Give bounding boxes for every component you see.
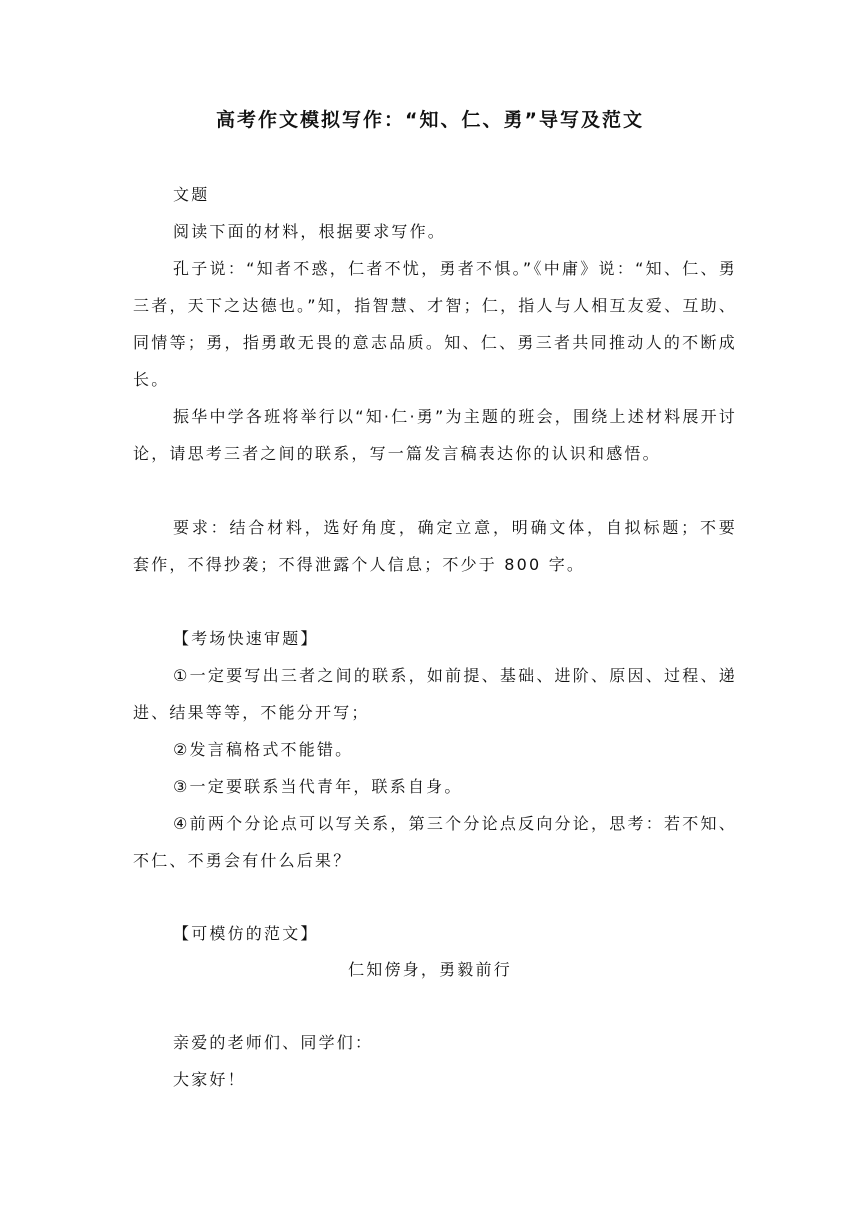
document-title: 高考作文模拟写作：“知、仁、勇”导写及范文: [216, 109, 644, 131]
greeting: 大家好！: [173, 1070, 246, 1089]
review-point: ④前两个分论点可以写关系，第三个分论点反向分论，思考：若不知、不仁、不勇会有什么后果？: [133, 814, 737, 870]
essay-title: 仁知傍身，勇毅前行: [348, 960, 512, 979]
prompt-task: 振华中学各班将举行以“知·仁·勇”为主题的班会，围绕上述材料展开讨论，请思考三者之间的联系，写一篇发言稿表达你的认识和感悟。: [133, 407, 737, 463]
review-point: ②发言稿格式不能错。: [173, 740, 354, 759]
salutation: 亲爱的老师们、同学们：: [173, 1033, 374, 1052]
prompt-intro: 阅读下面的材料，根据要求写作。: [173, 222, 447, 241]
review-point: ③一定要联系当代青年，联系自身。: [173, 777, 463, 796]
prompt-heading: 文题: [173, 185, 210, 204]
prompt-material: 孔子说：“知者不惑，仁者不忧，勇者不惧。”《中庸》说：“知、仁、勇三者，天下之达德也。”知，指智慧、才智；仁，指人与人相互友爱、互助、同情等；勇，指勇敢无畏的意志品质。知、仁、勇三者共同推动人的不断成长。: [133, 259, 737, 389]
sample-heading: 【可模仿的范文】: [173, 924, 319, 943]
review-point: ①一定要写出三者之间的联系，如前提、基础、进阶、原因、过程、递进、结果等等，不能分开写；: [133, 666, 737, 722]
prompt-requirements: 要求：结合材料，选好角度，确定立意，明确文体，自拟标题；不要套作，不得抄袭；不得泄露个人信息；不少于 800 字。: [133, 518, 737, 574]
review-heading: 【考场快速审题】: [173, 629, 319, 648]
